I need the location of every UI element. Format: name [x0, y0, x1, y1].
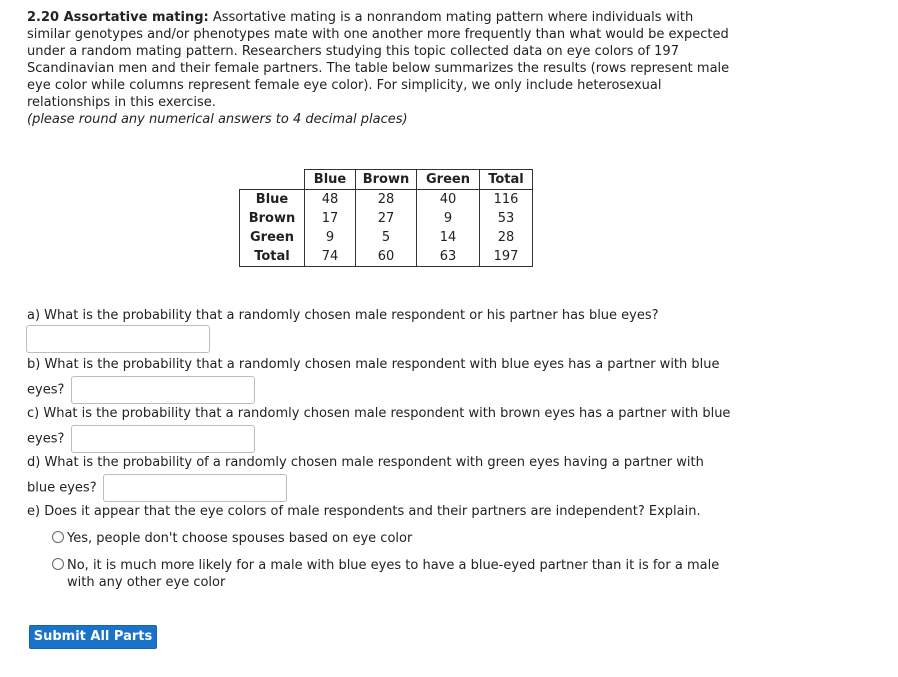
row-header: Green [240, 228, 305, 247]
table-cell: 116 [480, 190, 533, 210]
table-corner-cell [240, 170, 305, 190]
question-d-text: d) What is the probability of a randomly chosen male respondent with green eyes having a partner with [27, 455, 704, 470]
question-a [27, 304, 737, 327]
question-c-text-cont: eyes? [27, 431, 65, 447]
table-cell: 14 [417, 228, 480, 247]
table-cell: 27 [356, 209, 417, 228]
table-cell: 5 [356, 228, 417, 247]
radio-button-no[interactable] [52, 558, 64, 570]
table-row [240, 247, 533, 267]
option-no[interactable] [52, 557, 742, 591]
question-c-text: c) What is the probability that a randomly chosen male respondent with brown eyes has a partner with blue [27, 406, 731, 421]
table-cell: 28 [480, 228, 533, 247]
submit-all-parts-button[interactable]: Submit All Parts [29, 625, 157, 649]
answer-d-input[interactable] [103, 474, 287, 502]
table-cell: 40 [417, 190, 480, 210]
row-header: Blue [240, 190, 305, 210]
table-cell: 53 [480, 209, 533, 228]
answer-c-input[interactable] [71, 425, 255, 453]
question-b-text: b) What is the probability that a randomly chosen male respondent with blue eyes has a partner with blue [27, 357, 720, 372]
question-b-text-cont: eyes? [27, 382, 65, 398]
table-cell: 48 [305, 190, 356, 210]
radio-button-yes[interactable] [52, 531, 64, 543]
column-header: Green [417, 170, 480, 190]
option-yes-label: Yes, people don't choose spouses based on eye color [67, 531, 413, 546]
column-header: Blue [305, 170, 356, 190]
table-cell: 63 [417, 247, 480, 267]
table-cell: 197 [480, 247, 533, 267]
problem-heading: 2.20 Assortative mating: [27, 10, 209, 25]
question-c [27, 402, 737, 453]
table-cell: 9 [305, 228, 356, 247]
table-cell: 17 [305, 209, 356, 228]
column-header: Total [480, 170, 533, 190]
question-d [27, 451, 737, 502]
answer-b-input[interactable] [71, 376, 255, 404]
question-e [27, 500, 737, 523]
table-cell: 9 [417, 209, 480, 228]
problem-intro [27, 9, 732, 128]
option-yes[interactable] [52, 530, 742, 547]
table-cell: 28 [356, 190, 417, 210]
question-e-text: e) Does it appear that the eye colors of male respondents and their partners are independent? Explain. [27, 504, 701, 519]
table-row [240, 190, 533, 210]
question-d-text-cont: blue eyes? [27, 480, 97, 496]
rounding-note: (please round any numerical answers to 4 decimal places) [27, 112, 408, 127]
row-header: Total [240, 247, 305, 267]
row-header: Brown [240, 209, 305, 228]
table-cell: 74 [305, 247, 356, 267]
question-a-text: a) What is the probability that a randomly chosen male respondent or his partner has blue eyes? [27, 308, 659, 323]
problem-body: Assortative mating is a nonrandom mating pattern where individuals with similar genotypes and/or phenotypes mate with one another more frequently than what would be expected under a random mating pattern. Researchers studying this topic collected data on eye colors of 197 Scandinavian men and their female partners. The table below summarizes the results (rows represent male eye color while columns represent female eye color). For simplicity, we only include heterosexual relationships in this exercise. [27, 10, 730, 110]
option-no-label: No, it is much more likely for a male with blue eyes to have a blue-eyed partner than it is for a male with any other eye color [67, 558, 720, 590]
table-cell: 60 [356, 247, 417, 267]
table-row [240, 228, 533, 247]
eye-color-table [239, 169, 533, 267]
answer-a-input[interactable] [26, 325, 210, 353]
table-row [240, 209, 533, 228]
question-b [27, 353, 737, 404]
table-header-row [240, 170, 533, 190]
column-header: Brown [356, 170, 417, 190]
